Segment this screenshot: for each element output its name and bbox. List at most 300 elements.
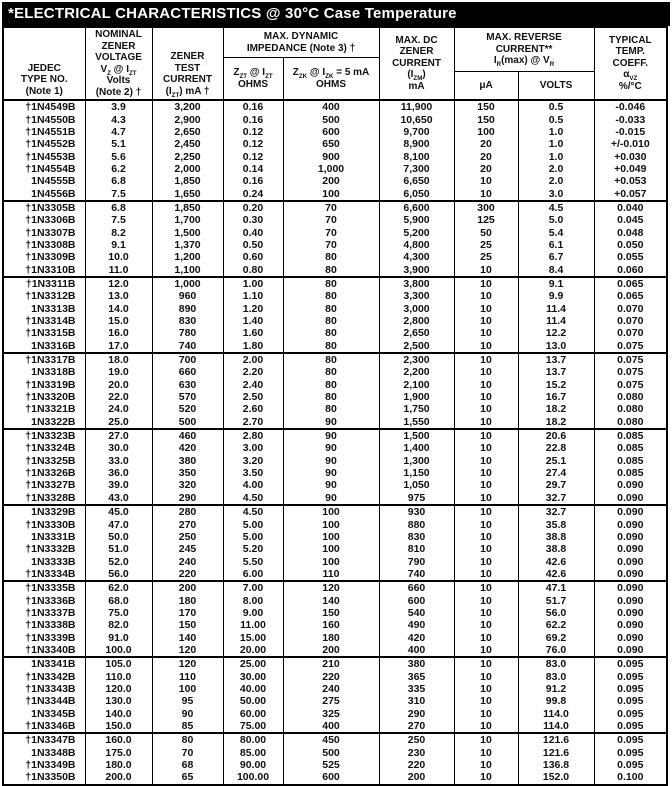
cell-vr-volts: 13.7 <box>518 366 594 378</box>
table-row <box>3 327 667 339</box>
cell-ir-ua: 10 <box>454 759 518 771</box>
table-row <box>3 201 667 214</box>
cell-zzk-ohms: 80 <box>283 315 379 327</box>
cell-izt-ma: 245 <box>152 543 223 555</box>
header-jedec-type-no: JEDEC TYPE NO. (Note 1) <box>3 27 85 100</box>
table-row <box>3 695 667 707</box>
cell-zzt-ohms: 0.16 <box>223 100 283 113</box>
table-row <box>3 379 667 391</box>
cell-zzt-ohms: 0.12 <box>223 126 283 138</box>
cell-type: †1N3306B <box>3 214 85 226</box>
cell-ir-ua: 10 <box>454 518 518 530</box>
table-row <box>3 226 667 238</box>
cell-vr-volts: 0.5 <box>518 113 594 125</box>
cell-temp-coeff: 0.100 <box>594 771 667 784</box>
cell-ir-ua: 10 <box>454 733 518 746</box>
cell-vr-volts: 22.8 <box>518 442 594 454</box>
cell-type: †1N3344B <box>3 695 85 707</box>
cell-vr-volts: 114.0 <box>518 720 594 733</box>
cell-izt-ma: 660 <box>152 366 223 378</box>
cell-izm-ma: 400 <box>379 644 454 657</box>
cell-zzk-ohms: 525 <box>283 759 379 771</box>
cell-ir-ua: 10 <box>454 492 518 505</box>
cell-vz-volts: 110.0 <box>85 670 152 682</box>
cell-zzk-ohms: 160 <box>283 619 379 631</box>
cell-temp-coeff: +/-0.010 <box>594 138 667 150</box>
cell-type: †1N3311B <box>3 277 85 290</box>
cell-vr-volts: 25.1 <box>518 455 594 467</box>
cell-type: †1N3337B <box>3 607 85 619</box>
cell-izt-ma: 1,850 <box>152 175 223 187</box>
table-row <box>3 631 667 643</box>
cell-vr-volts: 13.7 <box>518 353 594 366</box>
cell-type: 1N3322B <box>3 416 85 429</box>
cell-vr-volts: 99.8 <box>518 695 594 707</box>
cell-zzk-ohms: 450 <box>283 733 379 746</box>
cell-vr-volts: 2.0 <box>518 175 594 187</box>
table-row <box>3 429 667 442</box>
cell-vz-volts: 56.0 <box>85 568 152 581</box>
cell-izt-ma: 250 <box>152 531 223 543</box>
cell-vz-volts: 50.0 <box>85 531 152 543</box>
cell-vz-volts: 130.0 <box>85 695 152 707</box>
table-row <box>3 555 667 567</box>
header-typical-temp-coeff: TYPICAL TEMP. COEFF. $\alpha_{VZ}$ %/°C <box>594 27 667 100</box>
cell-type: †1N4553B <box>3 150 85 162</box>
cell-ir-ua: 10 <box>454 175 518 187</box>
cell-vz-volts: 75.0 <box>85 607 152 619</box>
cell-vr-volts: 121.6 <box>518 733 594 746</box>
cell-temp-coeff: -0.033 <box>594 113 667 125</box>
cell-zzt-ohms: 0.30 <box>223 214 283 226</box>
cell-vz-volts: 11.0 <box>85 263 152 276</box>
cell-zzt-ohms: 0.16 <box>223 113 283 125</box>
cell-vz-volts: 27.0 <box>85 429 152 442</box>
cell-type: †1N3326B <box>3 467 85 479</box>
cell-vz-volts: 36.0 <box>85 467 152 479</box>
cell-type: 1N3341B <box>3 657 85 670</box>
cell-zzk-ohms: 90 <box>283 492 379 505</box>
cell-vz-volts: 7.5 <box>85 187 152 200</box>
cell-vz-volts: 8.2 <box>85 226 152 238</box>
cell-temp-coeff: 0.095 <box>594 657 667 670</box>
cell-vz-volts: 47.0 <box>85 518 152 530</box>
cell-zzk-ohms: 210 <box>283 657 379 670</box>
cell-vr-volts: 6.1 <box>518 239 594 251</box>
cell-vr-volts: 152.0 <box>518 771 594 784</box>
cell-type: †1N4554B <box>3 163 85 175</box>
cell-zzk-ohms: 220 <box>283 670 379 682</box>
cell-zzk-ohms: 400 <box>283 100 379 113</box>
cell-vz-volts: 3.9 <box>85 100 152 113</box>
cell-zzk-ohms: 70 <box>283 239 379 251</box>
cell-zzt-ohms: 11.00 <box>223 619 283 631</box>
cell-ir-ua: 10 <box>454 290 518 302</box>
cell-izt-ma: 280 <box>152 505 223 518</box>
cell-vz-volts: 14.0 <box>85 303 152 315</box>
cell-zzk-ohms: 70 <box>283 226 379 238</box>
cell-izt-ma: 65 <box>152 771 223 784</box>
cell-izm-ma: 290 <box>379 708 454 720</box>
cell-vz-volts: 16.0 <box>85 327 152 339</box>
cell-izt-ma: 90 <box>152 708 223 720</box>
cell-temp-coeff: 0.080 <box>594 403 667 415</box>
table-row <box>3 543 667 555</box>
cell-temp-coeff: 0.090 <box>594 492 667 505</box>
cell-zzk-ohms: 80 <box>283 290 379 302</box>
cell-vr-volts: 1.0 <box>518 138 594 150</box>
table-title: *ELECTRICAL CHARACTERISTICS @ 30°C Case Temperature <box>2 2 670 26</box>
cell-vz-volts: 33.0 <box>85 455 152 467</box>
cell-ir-ua: 125 <box>454 214 518 226</box>
cell-zzt-ohms: 5.00 <box>223 531 283 543</box>
cell-ir-ua: 10 <box>454 263 518 276</box>
cell-vz-volts: 200.0 <box>85 771 152 784</box>
cell-zzt-ohms: 2.80 <box>223 429 283 442</box>
cell-temp-coeff: 0.060 <box>594 263 667 276</box>
cell-izt-ma: 1,200 <box>152 251 223 263</box>
cell-izm-ma: 1,150 <box>379 467 454 479</box>
cell-vr-volts: 56.0 <box>518 607 594 619</box>
cell-zzk-ohms: 100 <box>283 531 379 543</box>
cell-temp-coeff: 0.095 <box>594 733 667 746</box>
cell-izm-ma: 7,300 <box>379 163 454 175</box>
cell-zzk-ohms: 180 <box>283 631 379 643</box>
table-row <box>3 594 667 606</box>
cell-vr-volts: 5.4 <box>518 226 594 238</box>
cell-izm-ma: 975 <box>379 492 454 505</box>
table-row <box>3 251 667 263</box>
cell-izt-ma: 180 <box>152 594 223 606</box>
cell-vz-volts: 15.0 <box>85 315 152 327</box>
cell-izt-ma: 3,200 <box>152 100 223 113</box>
cell-temp-coeff: 0.095 <box>594 695 667 707</box>
cell-zzk-ohms: 90 <box>283 479 379 491</box>
cell-temp-coeff: 0.045 <box>594 214 667 226</box>
cell-izt-ma: 68 <box>152 759 223 771</box>
cell-type: †1N3314B <box>3 315 85 327</box>
cell-ir-ua: 150 <box>454 113 518 125</box>
cell-zzt-ohms: 3.20 <box>223 455 283 467</box>
table-row <box>3 467 667 479</box>
cell-vz-volts: 24.0 <box>85 403 152 415</box>
cell-izt-ma: 320 <box>152 479 223 491</box>
cell-ir-ua: 10 <box>454 720 518 733</box>
cell-ir-ua: 20 <box>454 163 518 175</box>
cell-ir-ua: 10 <box>454 315 518 327</box>
cell-izt-ma: 1,370 <box>152 239 223 251</box>
cell-type: †1N3317B <box>3 353 85 366</box>
cell-ir-ua: 10 <box>454 303 518 315</box>
cell-temp-coeff: 0.090 <box>594 607 667 619</box>
cell-temp-coeff: 0.080 <box>594 416 667 429</box>
cell-temp-coeff: 0.090 <box>594 631 667 643</box>
cell-temp-coeff: 0.090 <box>594 568 667 581</box>
cell-vz-volts: 68.0 <box>85 594 152 606</box>
cell-ir-ua: 100 <box>454 126 518 138</box>
cell-izm-ma: 1,400 <box>379 442 454 454</box>
cell-ir-ua: 10 <box>454 695 518 707</box>
cell-type: †1N4550B <box>3 113 85 125</box>
cell-vz-volts: 51.0 <box>85 543 152 555</box>
cell-izt-ma: 350 <box>152 467 223 479</box>
cell-izt-ma: 290 <box>152 492 223 505</box>
cell-izt-ma: 2,250 <box>152 150 223 162</box>
cell-vr-volts: 91.2 <box>518 683 594 695</box>
cell-izt-ma: 830 <box>152 315 223 327</box>
cell-izm-ma: 270 <box>379 720 454 733</box>
cell-zzt-ohms: 0.12 <box>223 150 283 162</box>
cell-type: †1N3321B <box>3 403 85 415</box>
cell-izt-ma: 110 <box>152 670 223 682</box>
cell-zzt-ohms: 1.00 <box>223 277 283 290</box>
cell-zzt-ohms: 0.50 <box>223 239 283 251</box>
cell-zzt-ohms: 1.40 <box>223 315 283 327</box>
cell-zzk-ohms: 100 <box>283 543 379 555</box>
cell-vr-volts: 6.7 <box>518 251 594 263</box>
cell-temp-coeff: 0.075 <box>594 353 667 366</box>
cell-ir-ua: 10 <box>454 771 518 784</box>
table-row <box>3 277 667 290</box>
cell-vz-volts: 18.0 <box>85 353 152 366</box>
cell-izm-ma: 3,300 <box>379 290 454 302</box>
cell-zzt-ohms: 1.60 <box>223 327 283 339</box>
cell-type: †1N3349B <box>3 759 85 771</box>
cell-zzk-ohms: 80 <box>283 340 379 353</box>
cell-vz-volts: 100.0 <box>85 644 152 657</box>
cell-izm-ma: 6,600 <box>379 201 454 214</box>
cell-izt-ma: 2,900 <box>152 113 223 125</box>
cell-zzt-ohms: 0.60 <box>223 251 283 263</box>
cell-izt-ma: 570 <box>152 391 223 403</box>
cell-type: †1N3312B <box>3 290 85 302</box>
cell-izm-ma: 4,300 <box>379 251 454 263</box>
cell-temp-coeff: 0.090 <box>594 543 667 555</box>
header-zzk-ohms: $Z_{ZK}$ @ $I_{ZK} = 5$ mA OHMS <box>283 58 379 101</box>
cell-zzk-ohms: 90 <box>283 429 379 442</box>
cell-zzt-ohms: 15.00 <box>223 631 283 643</box>
table-row <box>3 683 667 695</box>
cell-temp-coeff: 0.070 <box>594 315 667 327</box>
cell-vr-volts: 32.7 <box>518 492 594 505</box>
cell-ir-ua: 10 <box>454 505 518 518</box>
cell-izm-ma: 380 <box>379 657 454 670</box>
cell-izm-ma: 8,100 <box>379 150 454 162</box>
table-row <box>3 581 667 594</box>
cell-zzt-ohms: 0.40 <box>223 226 283 238</box>
cell-vr-volts: 38.8 <box>518 531 594 543</box>
cell-izt-ma: 1,700 <box>152 214 223 226</box>
cell-zzk-ohms: 90 <box>283 442 379 454</box>
cell-vz-volts: 25.0 <box>85 416 152 429</box>
cell-vz-volts: 45.0 <box>85 505 152 518</box>
cell-izm-ma: 1,750 <box>379 403 454 415</box>
cell-vr-volts: 27.4 <box>518 467 594 479</box>
cell-vz-volts: 19.0 <box>85 366 152 378</box>
table-row <box>3 126 667 138</box>
cell-zzt-ohms: 6.00 <box>223 568 283 581</box>
cell-izm-ma: 4,800 <box>379 239 454 251</box>
cell-ir-ua: 10 <box>454 277 518 290</box>
cell-izm-ma: 6,050 <box>379 187 454 200</box>
cell-zzt-ohms: 8.00 <box>223 594 283 606</box>
cell-izm-ma: 660 <box>379 581 454 594</box>
cell-ir-ua: 10 <box>454 670 518 682</box>
cell-zzt-ohms: 0.24 <box>223 187 283 200</box>
cell-type: †1N3334B <box>3 568 85 581</box>
cell-vr-volts: 4.5 <box>518 201 594 214</box>
table-row <box>3 644 667 657</box>
cell-izm-ma: 310 <box>379 695 454 707</box>
cell-izt-ma: 460 <box>152 429 223 442</box>
cell-zzk-ohms: 80 <box>283 263 379 276</box>
cell-temp-coeff: 0.095 <box>594 747 667 759</box>
cell-temp-coeff: 0.040 <box>594 201 667 214</box>
cell-vz-volts: 105.0 <box>85 657 152 670</box>
cell-izt-ma: 1,000 <box>152 277 223 290</box>
header-max-reverse-current: MAX. REVERSE CURRENT** $I_R(\max)$ @ $V_R$ <box>454 27 594 72</box>
table-header <box>3 27 667 100</box>
cell-zzt-ohms: 1.80 <box>223 340 283 353</box>
cell-temp-coeff: -0.015 <box>594 126 667 138</box>
cell-izm-ma: 220 <box>379 759 454 771</box>
table-row <box>3 479 667 491</box>
cell-izt-ma: 70 <box>152 747 223 759</box>
cell-izt-ma: 700 <box>152 353 223 366</box>
cell-izm-ma: 11,900 <box>379 100 454 113</box>
table-row <box>3 442 667 454</box>
cell-vr-volts: 83.0 <box>518 657 594 670</box>
cell-ir-ua: 10 <box>454 543 518 555</box>
cell-ir-ua: 10 <box>454 455 518 467</box>
cell-vz-volts: 6.2 <box>85 163 152 175</box>
cell-zzt-ohms: 2.20 <box>223 366 283 378</box>
cell-izm-ma: 1,900 <box>379 391 454 403</box>
cell-zzk-ohms: 80 <box>283 277 379 290</box>
cell-zzt-ohms: 0.80 <box>223 263 283 276</box>
cell-izt-ma: 220 <box>152 568 223 581</box>
cell-ir-ua: 10 <box>454 683 518 695</box>
cell-zzk-ohms: 110 <box>283 568 379 581</box>
cell-ir-ua: 10 <box>454 531 518 543</box>
cell-izt-ma: 1,500 <box>152 226 223 238</box>
cell-izt-ma: 270 <box>152 518 223 530</box>
table-body <box>3 100 667 785</box>
cell-izm-ma: 9,700 <box>379 126 454 138</box>
cell-vr-volts: 11.4 <box>518 303 594 315</box>
table-row <box>3 239 667 251</box>
cell-vr-volts: 47.1 <box>518 581 594 594</box>
cell-izm-ma: 3,000 <box>379 303 454 315</box>
table-row <box>3 138 667 150</box>
cell-izm-ma: 490 <box>379 619 454 631</box>
cell-izm-ma: 230 <box>379 747 454 759</box>
cell-temp-coeff: 0.090 <box>594 531 667 543</box>
cell-izm-ma: 250 <box>379 733 454 746</box>
cell-temp-coeff: +0.030 <box>594 150 667 162</box>
cell-izm-ma: 1,300 <box>379 455 454 467</box>
table-row <box>3 263 667 276</box>
cell-vr-volts: 114.0 <box>518 708 594 720</box>
cell-vz-volts: 82.0 <box>85 619 152 631</box>
cell-izm-ma: 5,900 <box>379 214 454 226</box>
cell-ir-ua: 20 <box>454 138 518 150</box>
table-row <box>3 100 667 113</box>
cell-type: †1N3332B <box>3 543 85 555</box>
cell-zzk-ohms: 400 <box>283 720 379 733</box>
cell-vr-volts: 136.8 <box>518 759 594 771</box>
cell-temp-coeff: 0.065 <box>594 277 667 290</box>
cell-type: 1N3318B <box>3 366 85 378</box>
cell-type: †1N3346B <box>3 720 85 733</box>
table-row <box>3 455 667 467</box>
cell-ir-ua: 10 <box>454 631 518 643</box>
cell-izt-ma: 200 <box>152 581 223 594</box>
cell-type: †1N4552B <box>3 138 85 150</box>
table-row <box>3 708 667 720</box>
cell-izm-ma: 600 <box>379 594 454 606</box>
cell-temp-coeff: 0.090 <box>594 644 667 657</box>
cell-zzt-ohms: 3.00 <box>223 442 283 454</box>
cell-type: 1N4556B <box>3 187 85 200</box>
cell-zzt-ohms: 1.10 <box>223 290 283 302</box>
cell-izt-ma: 960 <box>152 290 223 302</box>
cell-ir-ua: 10 <box>454 327 518 339</box>
cell-ir-ua: 25 <box>454 239 518 251</box>
cell-izm-ma: 2,300 <box>379 353 454 366</box>
table-row <box>3 720 667 733</box>
cell-zzk-ohms: 100 <box>283 505 379 518</box>
cell-zzt-ohms: 85.00 <box>223 747 283 759</box>
cell-temp-coeff: 0.090 <box>594 594 667 606</box>
cell-zzk-ohms: 80 <box>283 379 379 391</box>
cell-ir-ua: 10 <box>454 403 518 415</box>
cell-vr-volts: 8.4 <box>518 263 594 276</box>
cell-ir-ua: 25 <box>454 251 518 263</box>
cell-zzk-ohms: 325 <box>283 708 379 720</box>
cell-zzt-ohms: 9.00 <box>223 607 283 619</box>
cell-vr-volts: 11.4 <box>518 315 594 327</box>
header-zener-test-current: ZENER TEST CURRENT $(I_{ZT})$ mA † <box>152 27 223 100</box>
cell-temp-coeff: 0.075 <box>594 366 667 378</box>
cell-izm-ma: 10,650 <box>379 113 454 125</box>
cell-temp-coeff: +0.053 <box>594 175 667 187</box>
cell-izm-ma: 365 <box>379 670 454 682</box>
cell-zzt-ohms: 100.00 <box>223 771 283 784</box>
cell-temp-coeff: 0.070 <box>594 327 667 339</box>
cell-vr-volts: 42.6 <box>518 568 594 581</box>
table-row <box>3 214 667 226</box>
cell-temp-coeff: 0.085 <box>594 467 667 479</box>
cell-temp-coeff: 0.070 <box>594 303 667 315</box>
table-row <box>3 518 667 530</box>
electrical-characteristics-table <box>2 26 668 786</box>
cell-zzt-ohms: 3.50 <box>223 467 283 479</box>
table-row <box>3 353 667 366</box>
cell-type: 1N3331B <box>3 531 85 543</box>
cell-zzt-ohms: 25.00 <box>223 657 283 670</box>
cell-type: †1N3308B <box>3 239 85 251</box>
cell-izt-ma: 2,650 <box>152 126 223 138</box>
cell-zzt-ohms: 5.50 <box>223 555 283 567</box>
cell-temp-coeff: 0.095 <box>594 708 667 720</box>
table-row <box>3 492 667 505</box>
table-row <box>3 290 667 302</box>
cell-zzk-ohms: 80 <box>283 403 379 415</box>
table-row <box>3 403 667 415</box>
cell-ir-ua: 10 <box>454 467 518 479</box>
table-row <box>3 391 667 403</box>
